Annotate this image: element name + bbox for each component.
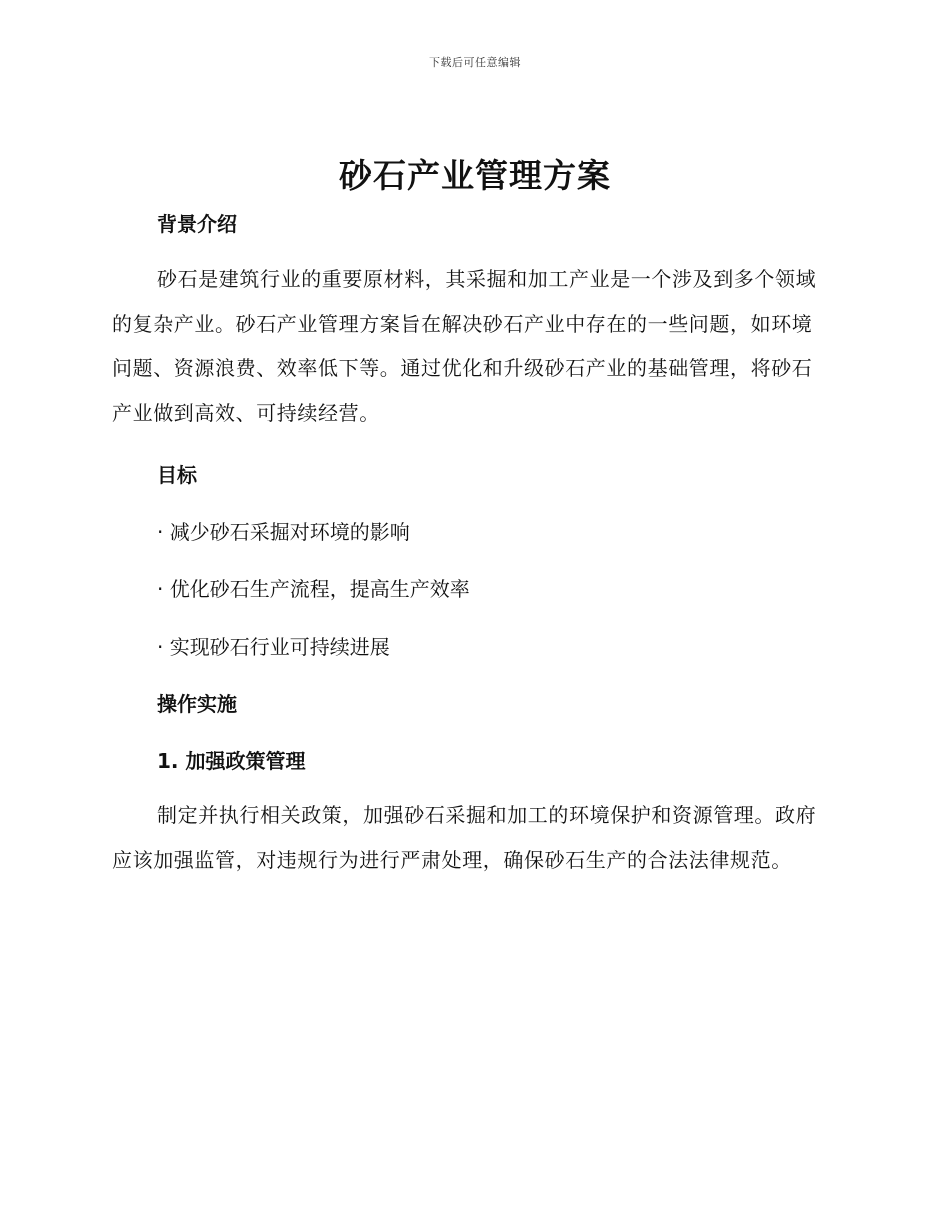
background-paragraph: 砂石是建筑行业的重要原材料，其采掘和加工产业是一个涉及到多个领域的复杂产业。砂石产业管理方案旨在解决砂石产业中存在的一些问题，如环境问题、资源浪费、效率低下等。通过优化和升级砂石产业的基础管理，将砂石产业做到高效、可持续经营。 [112, 267, 817, 426]
section-heading-implementation: 操作实施 [157, 692, 237, 716]
document-title: 砂石产业管理方案 [339, 156, 611, 195]
implementation-paragraph: 制定并执行相关政策，加强砂石采掘和加工的环境保护和资源管理。政府应该加强监管，对违规行为进行严肃处理，确保砂石生产的合法法律规范。 [112, 803, 817, 872]
section-heading-background: 背景介绍 [157, 212, 237, 236]
goal-item: · 减少砂石采掘对环境的影响 [157, 520, 410, 544]
header-note: 下载后可任意编辑 [429, 56, 521, 69]
subheading-policy: 1. 加强政策管理 [157, 749, 306, 773]
goal-item: · 优化砂石生产流程，提高生产效率 [157, 577, 470, 601]
section-heading-goals: 目标 [157, 463, 197, 487]
goal-item: · 实现砂石行业可持续进展 [157, 635, 390, 659]
